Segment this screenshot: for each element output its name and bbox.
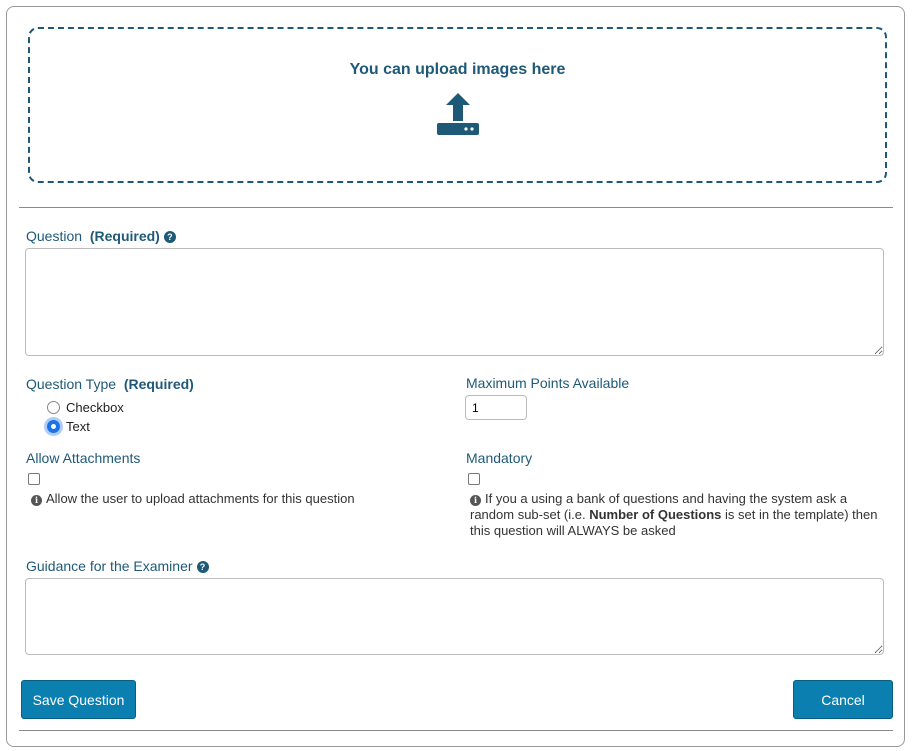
mandatory-checkbox[interactable]	[468, 473, 480, 485]
info-circle-icon: i	[470, 495, 481, 506]
guidance-textarea[interactable]	[25, 578, 884, 655]
allow-attachments-label: Allow Attachments	[26, 450, 141, 466]
allow-attachments-note: i Allow the user to upload attachments for this question	[31, 491, 355, 507]
image-upload-dropzone[interactable]	[28, 27, 887, 183]
info-circle-icon: i	[31, 495, 42, 506]
divider-bottom	[19, 730, 893, 731]
mandatory-note: i If you a using a bank of questions and having the system ask a random sub-set (i.e. Number of Questions is set in the template) then this question will ALWAYS be asked	[470, 491, 878, 538]
upload-icon	[435, 91, 481, 137]
cancel-button[interactable]: Cancel	[793, 680, 893, 719]
question-type-label: Question Type (Required)	[26, 376, 194, 392]
mandatory-label: Mandatory	[466, 450, 533, 466]
question-circle-icon[interactable]: ?	[164, 231, 176, 243]
allow-attachments-checkbox[interactable]	[28, 473, 40, 485]
question-label: Question (Required) ?	[26, 228, 176, 244]
save-question-button[interactable]: Save Question	[21, 680, 136, 719]
question-circle-icon[interactable]: ?	[197, 561, 209, 573]
max-points-label: Maximum Points Available	[466, 375, 630, 391]
radio-text-label: Text	[66, 419, 90, 434]
max-points-input[interactable]	[465, 395, 527, 420]
radio-checkbox[interactable]	[47, 401, 60, 414]
guidance-label: Guidance for the Examiner ?	[26, 558, 209, 574]
divider-top	[19, 207, 893, 208]
radio-text[interactable]	[47, 420, 60, 433]
radio-checkbox-label: Checkbox	[66, 400, 124, 415]
radio-checkbox-option[interactable]	[47, 400, 124, 415]
question-textarea[interactable]	[25, 248, 884, 356]
radio-text-option[interactable]	[47, 419, 90, 434]
upload-title: You can upload images here	[349, 61, 566, 78]
